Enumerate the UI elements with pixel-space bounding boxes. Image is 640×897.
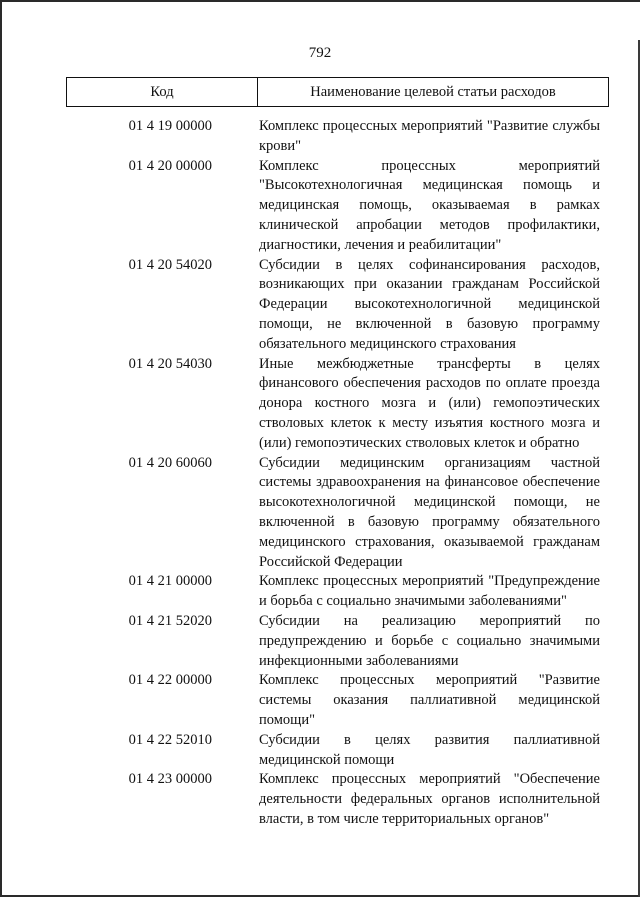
table-row (0, 612, 640, 671)
row-code: 01 4 22 52010 (128, 731, 212, 748)
row-code: 01 4 22 00000 (128, 672, 212, 689)
row-name: Субсидии в целях развития паллиативной медицинской помощи (259, 731, 600, 768)
table-row (0, 572, 640, 612)
row-name: Субсидии медицинским организациям частной системы здравоохранения на финансовое обеспечение высокотехнологичной медицинской помощи, не включенной в базовую программу обязательного медицинского страхования, оказываемой гражданам Российской Федерации (259, 454, 600, 570)
row-name: Комплекс процессных мероприятий "Развитие службы крови" (259, 118, 600, 154)
table-row (0, 256, 640, 355)
row-name: Комплекс процессных мероприятий "Высокотехнологичная медицинская помощь и медицинская помощь, оказываемая в рамках клинической апробации методов профилактики, диагностики, лечения и реабилитации" (259, 157, 600, 253)
table-row (0, 770, 640, 829)
table-row (0, 454, 640, 573)
row-code: 01 4 20 00000 (128, 157, 212, 174)
row-name: Иные межбюджетные трансферты в целях финансового обеспечения расходов по оплате проезда донора костного мозга и (или) гемопоэтических стволовых клеток к месту изъятия костного мозга и (или) гемопоэтических стволовых клеток и обратно (259, 355, 600, 451)
row-name: Комплекс процессных мероприятий "Обеспечение деятельности федеральных органов исполнительной власти, в том числе территориальных органов" (259, 771, 600, 827)
table-row (0, 157, 640, 256)
column-header-code: Код (67, 78, 258, 106)
table-row (0, 731, 640, 771)
row-name: Субсидии на реализацию мероприятий по предупреждению и борьбе с социально значимыми инфекционными заболеваниями (259, 612, 600, 669)
table-row (0, 671, 640, 730)
row-code: 01 4 20 60060 (128, 454, 212, 471)
expense-items-list (0, 117, 640, 830)
column-header-name: Наименование целевой статьи расходов (310, 83, 556, 100)
table-row (0, 355, 640, 454)
row-code: 01 4 21 00000 (128, 573, 212, 590)
row-name: Субсидии в целях софинансирования расходов, возникающих при оказании гражданам Российской Федерации высокотехнологичной медицинской помощи, не включенной в базовую программу обязательного медицинского страхования (259, 256, 600, 352)
row-code: 01 4 20 54020 (128, 256, 212, 273)
row-name: Комплекс процессных мероприятий "Развитие системы оказания паллиативной медицинской помощи" (259, 672, 600, 728)
page-number: 792 (308, 45, 332, 61)
row-code: 01 4 20 54030 (128, 355, 212, 372)
table-header (66, 77, 609, 107)
row-code: 01 4 19 00000 (128, 118, 212, 134)
row-name: Комплекс процессных мероприятий "Предупреждение и борьба с социально значимыми заболеваниями" (259, 573, 600, 610)
row-code: 01 4 21 52020 (128, 612, 212, 629)
row-code: 01 4 23 00000 (128, 771, 212, 788)
scan-border-top (0, 0, 640, 2)
table-row (0, 117, 640, 157)
